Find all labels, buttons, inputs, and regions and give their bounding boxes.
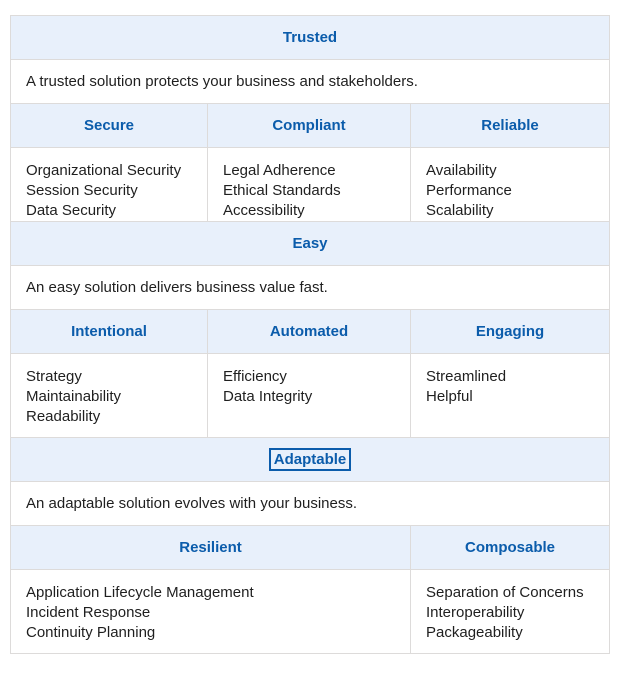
- list-item: Readability: [26, 408, 101, 425]
- column-heading-automated: Automated: [208, 310, 411, 354]
- list-item: Scalability: [426, 202, 494, 219]
- list-item: Efficiency: [223, 368, 287, 385]
- column-heading-secure: Secure: [11, 104, 208, 148]
- section-title-row: [11, 438, 610, 482]
- column-heading-intentional: Intentional: [11, 310, 208, 354]
- item-list-intentional: [11, 354, 208, 438]
- list-item: Continuity Planning: [26, 624, 156, 641]
- column-heading-engaging: Engaging: [411, 310, 610, 354]
- list-item: Helpful: [426, 388, 473, 405]
- well-architected-table: [10, 15, 610, 654]
- list-item: Session Security: [26, 182, 138, 199]
- list-item: Packageability: [426, 624, 523, 641]
- list-item: Streamlined: [426, 368, 507, 385]
- list-item: Interoperability: [426, 604, 525, 621]
- section-description-easy: An easy solution delivers business value fast.: [11, 266, 610, 310]
- column-heading-resilient: Resilient: [11, 526, 411, 570]
- column-heading-row: [11, 310, 610, 354]
- item-list-automated: [208, 354, 411, 438]
- list-item: Legal Adherence: [223, 162, 336, 179]
- list-item: Performance: [426, 182, 512, 199]
- list-item: Maintainability: [26, 388, 122, 405]
- section-description-row: [11, 482, 610, 526]
- list-item: Organizational Security: [26, 162, 182, 179]
- section-title-row: [11, 222, 610, 266]
- list-item: Incident Response: [26, 604, 151, 621]
- column-heading-composable: Composable: [411, 526, 610, 570]
- column-heading-row: [11, 104, 610, 148]
- well-architected-table-container: [10, 15, 609, 654]
- item-list-compliant: [208, 148, 411, 222]
- list-item: Separation of Concerns: [426, 584, 584, 601]
- item-list-composable: [411, 570, 610, 654]
- list-item: Ethical Standards: [223, 182, 341, 199]
- section-description-row: [11, 266, 610, 310]
- list-item: Data Security: [26, 202, 117, 219]
- section-title-row: [11, 16, 610, 60]
- section-title-easy: Easy: [11, 222, 610, 266]
- column-heading-compliant: Compliant: [208, 104, 411, 148]
- list-item: Data Integrity: [223, 388, 313, 405]
- list-item: Application Lifecycle Management: [26, 584, 254, 601]
- column-heading-reliable: Reliable: [411, 104, 610, 148]
- section-description-row: [11, 60, 610, 104]
- list-item: Strategy: [26, 368, 82, 385]
- column-heading-row: [11, 526, 610, 570]
- list-item: Accessibility: [223, 202, 305, 219]
- section-title-adaptable-cell: [11, 438, 610, 482]
- section-title-adaptable[interactable]: Adaptable: [269, 448, 352, 471]
- section-description-trusted: A trusted solution protects your business and stakeholders.: [11, 60, 610, 104]
- item-list-resilient: [11, 570, 411, 654]
- item-list-engaging: [411, 354, 610, 438]
- item-list-secure: [11, 148, 208, 222]
- items-row: [11, 354, 610, 438]
- items-row: [11, 148, 610, 222]
- section-title-trusted: Trusted: [11, 16, 610, 60]
- items-row: [11, 570, 610, 654]
- item-list-reliable: [411, 148, 610, 222]
- list-item: Availability: [426, 162, 497, 179]
- section-description-adaptable: An adaptable solution evolves with your business.: [11, 482, 610, 526]
